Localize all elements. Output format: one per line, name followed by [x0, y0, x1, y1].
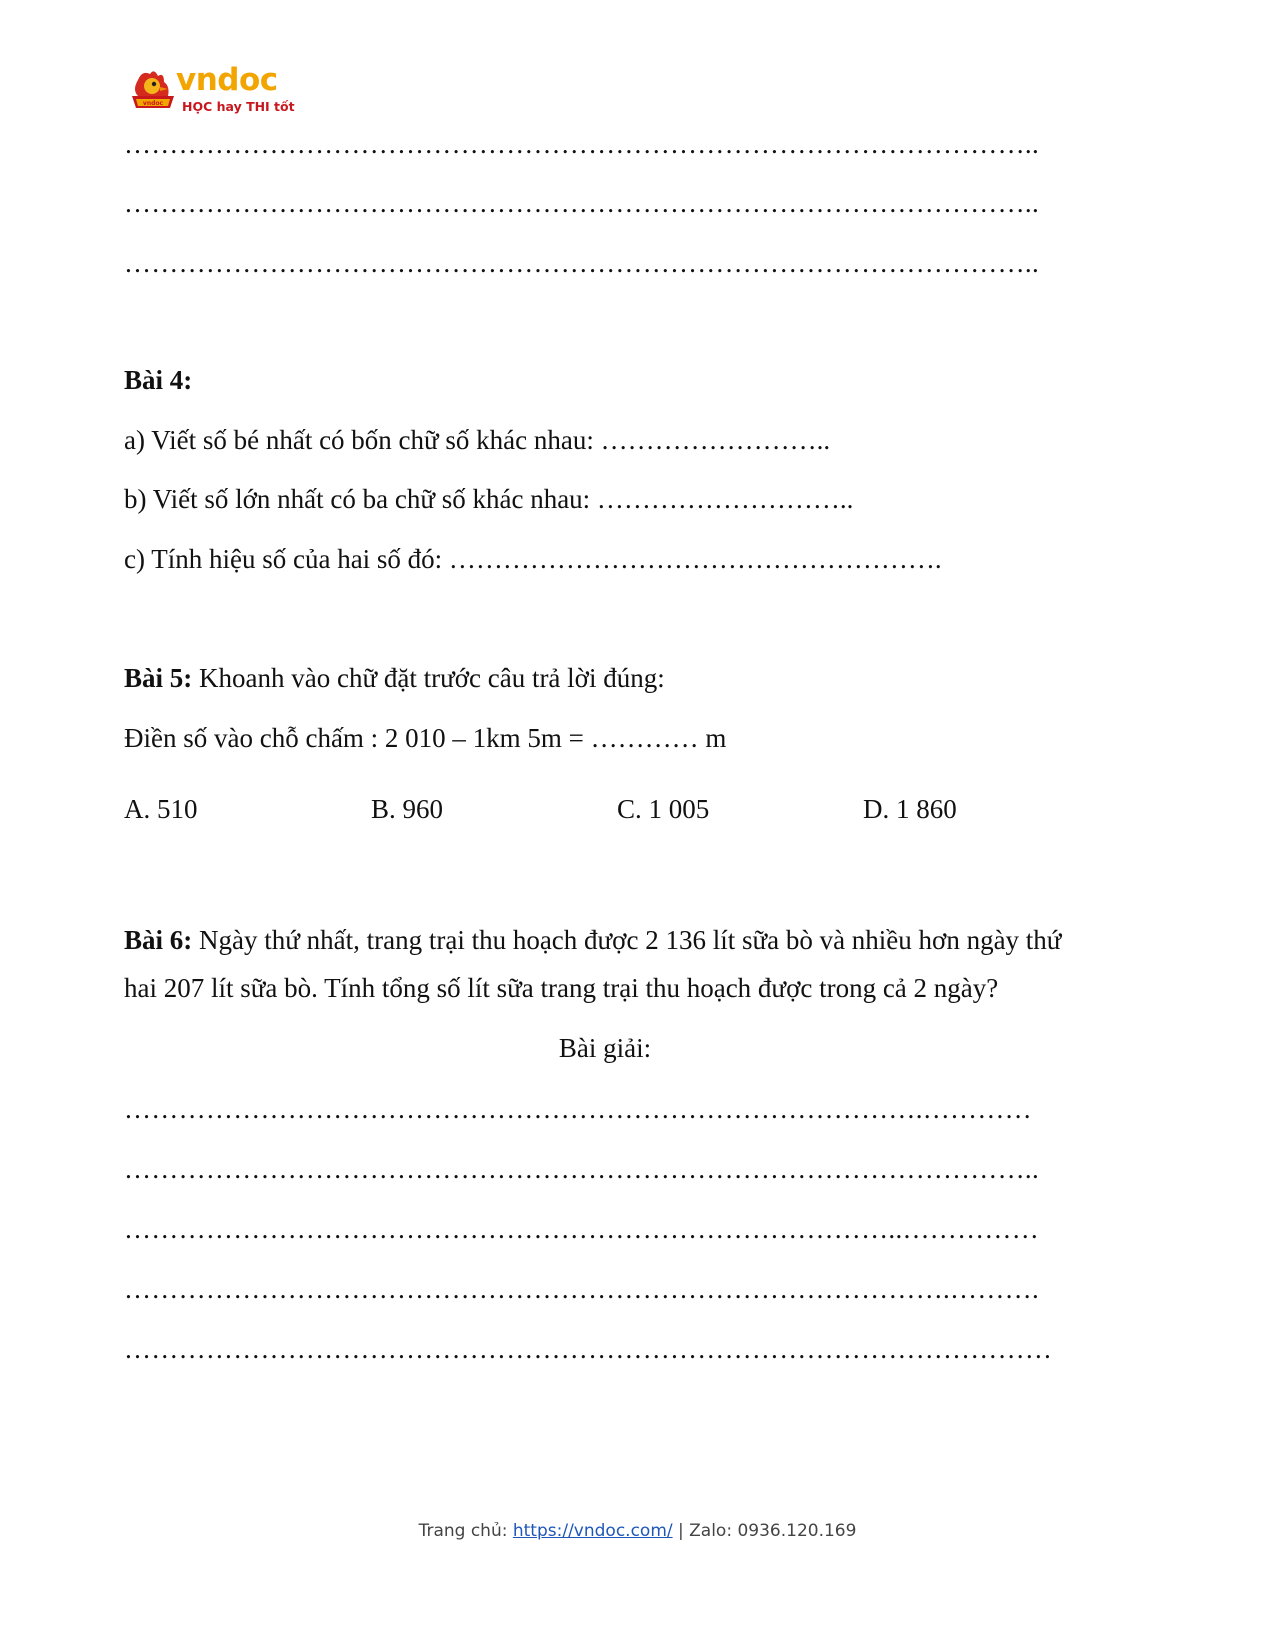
- exercise-4-title: Bài 4:: [124, 365, 193, 395]
- answer-line: …………………………………………………………………………..……………: [124, 1214, 1039, 1244]
- exercise-6-title: Bài 6:: [124, 925, 193, 955]
- exercise-5-title: Bài 5:: [124, 663, 193, 693]
- answer-line: ………………………………………………………………………………………..: [124, 129, 1039, 159]
- footer-prefix: Trang chủ:: [418, 1521, 513, 1541]
- answer-line: …………………………………………………………………………….…………: [124, 1094, 1032, 1124]
- rooster-mascot-icon: [128, 66, 178, 116]
- exercise-4a: a) Viết số bé nhất có bốn chữ số khác nhau: ……………………..: [124, 425, 831, 455]
- answer-option-b: B. 960: [371, 794, 444, 824]
- answer-line: ……………………………………………………………………………….……….: [124, 1274, 1039, 1304]
- exercise-6-line1: Bài 6: Ngày thứ nhất, trang trại thu hoạch được 2 136 lít sữa bò và nhiều hơn ngày thứ: [124, 925, 1062, 955]
- vndoc-logo[interactable]: [128, 62, 295, 122]
- exercise-6-line2: hai 207 lít sữa bò. Tính tổng số lít sữa trang trại thu hoạch được trong cả 2 ngày?: [124, 973, 999, 1003]
- logo-badge-text: vndoc: [142, 100, 164, 107]
- answer-line: ………………………………………………………………………………………..: [124, 1154, 1039, 1184]
- footer-contact: | Zalo: 0936.120.169: [672, 1521, 857, 1541]
- exercise-5-heading: [124, 665, 665, 692]
- logo-wordmark: vndoc: [176, 62, 278, 98]
- exercise-5-question: Điền số vào chỗ chấm : 2 010 – 1km 5m = ………… m: [124, 723, 727, 753]
- exercise-5-prompt: Khoanh vào chữ đặt trước câu trả lời đúng:: [192, 663, 665, 693]
- exercise-4c: c) Tính hiệu số của hai số đó: ……………………………………………….: [124, 544, 942, 574]
- answer-line: ………………………………………………………………………………………..: [124, 188, 1039, 218]
- answer-line: …………………………………………………………………………………………: [124, 1334, 1053, 1364]
- answer-option-a: A. 510: [124, 794, 198, 824]
- answer-option-c: C. 1 005: [617, 794, 710, 824]
- logo-tagline: HỌC hay THI tốt: [182, 99, 295, 114]
- solution-heading: Bài giải:: [558, 1033, 652, 1063]
- page-footer: [0, 1521, 1275, 1541]
- answer-line: ………………………………………………………………………………………..: [124, 248, 1039, 278]
- exercise-4b: b) Viết số lớn nhất có ba chữ số khác nhau: ………………………..: [124, 484, 854, 514]
- answer-option-d: D. 1 860: [863, 794, 957, 824]
- homepage-link[interactable]: https://vndoc.com/: [512, 1521, 673, 1541]
